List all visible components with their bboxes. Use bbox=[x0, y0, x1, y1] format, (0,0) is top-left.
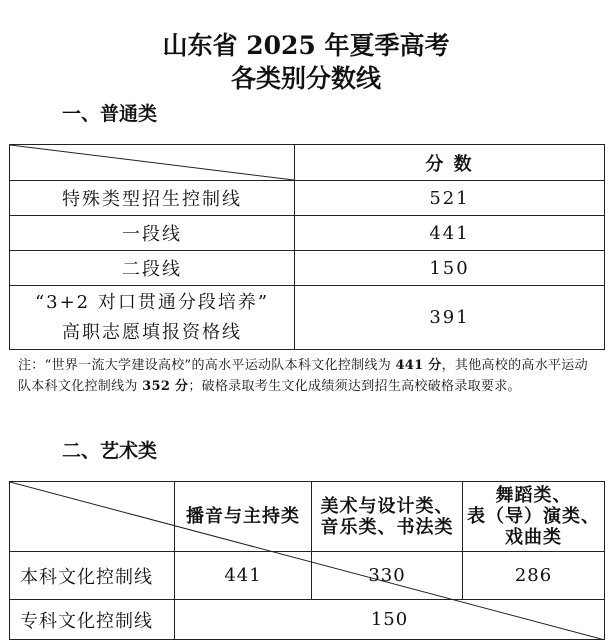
row-label: 本科文化控制线 bbox=[10, 552, 175, 600]
note-text-1: 注：“世界一流大学建设高校”的高水平运动队本科文化控制线为 bbox=[18, 358, 396, 373]
header-dance-line3: 戏曲类 bbox=[505, 527, 562, 548]
row-value: 521 bbox=[295, 181, 605, 216]
diagonal-line bbox=[10, 145, 294, 180]
table-row bbox=[10, 286, 605, 350]
section-heading-general: 一、普通类 bbox=[62, 103, 158, 125]
footnote bbox=[18, 355, 596, 397]
table-row bbox=[10, 251, 605, 286]
header-art-line2: 音乐类、书法类 bbox=[320, 516, 454, 538]
document-title-line1: 山东省 2025 年夏季高考 bbox=[162, 31, 450, 60]
note-text-2: ，其他高校的高水平运动队本科文化控制线为 bbox=[18, 358, 588, 394]
table-row bbox=[10, 216, 605, 251]
art-score-table bbox=[9, 481, 605, 640]
row-value: 391 bbox=[295, 286, 605, 350]
header-dance-line2: 表（导）演类、 bbox=[467, 506, 600, 527]
row-value: 441 bbox=[175, 552, 312, 600]
row-label-line2: 高职志愿填报资格线 bbox=[62, 321, 242, 343]
row-label: 特殊类型招生控制线 bbox=[10, 181, 295, 216]
note-value-2: 352 分 bbox=[142, 379, 189, 394]
note-text-3: ；破格录取考生文化成绩须达到招生高校破格录取要求。 bbox=[188, 379, 521, 394]
row-value: 150 bbox=[175, 600, 605, 640]
row-label: 二段线 bbox=[10, 251, 295, 286]
general-score-table bbox=[9, 144, 605, 350]
document-title-line2: 各类别分数线 bbox=[230, 64, 381, 93]
row-label-multiline bbox=[10, 286, 295, 350]
section-heading-art: 二、艺术类 bbox=[62, 440, 158, 462]
table-row bbox=[10, 181, 605, 216]
row-value: 330 bbox=[312, 552, 463, 600]
row-label: 一段线 bbox=[10, 216, 295, 251]
note-value-1: 441 分 bbox=[395, 358, 442, 373]
row-value: 441 bbox=[295, 216, 605, 251]
diagonal-header-cell bbox=[10, 482, 175, 552]
diagonal-line bbox=[10, 482, 605, 640]
row-value: 286 bbox=[463, 552, 605, 600]
header-art-line1: 美术与设计类、 bbox=[320, 495, 454, 517]
header-dance-line1: 舞蹈类、 bbox=[495, 485, 572, 506]
score-header: 分 数 bbox=[295, 145, 605, 181]
header-broadcasting: 播音与主持类 bbox=[175, 482, 312, 552]
diagonal-header-cell bbox=[10, 145, 295, 181]
row-label-line1: “3+2 对口贯通分段培养” bbox=[34, 291, 270, 313]
row-value: 150 bbox=[295, 251, 605, 286]
row-label: 专科文化控制线 bbox=[10, 600, 175, 640]
